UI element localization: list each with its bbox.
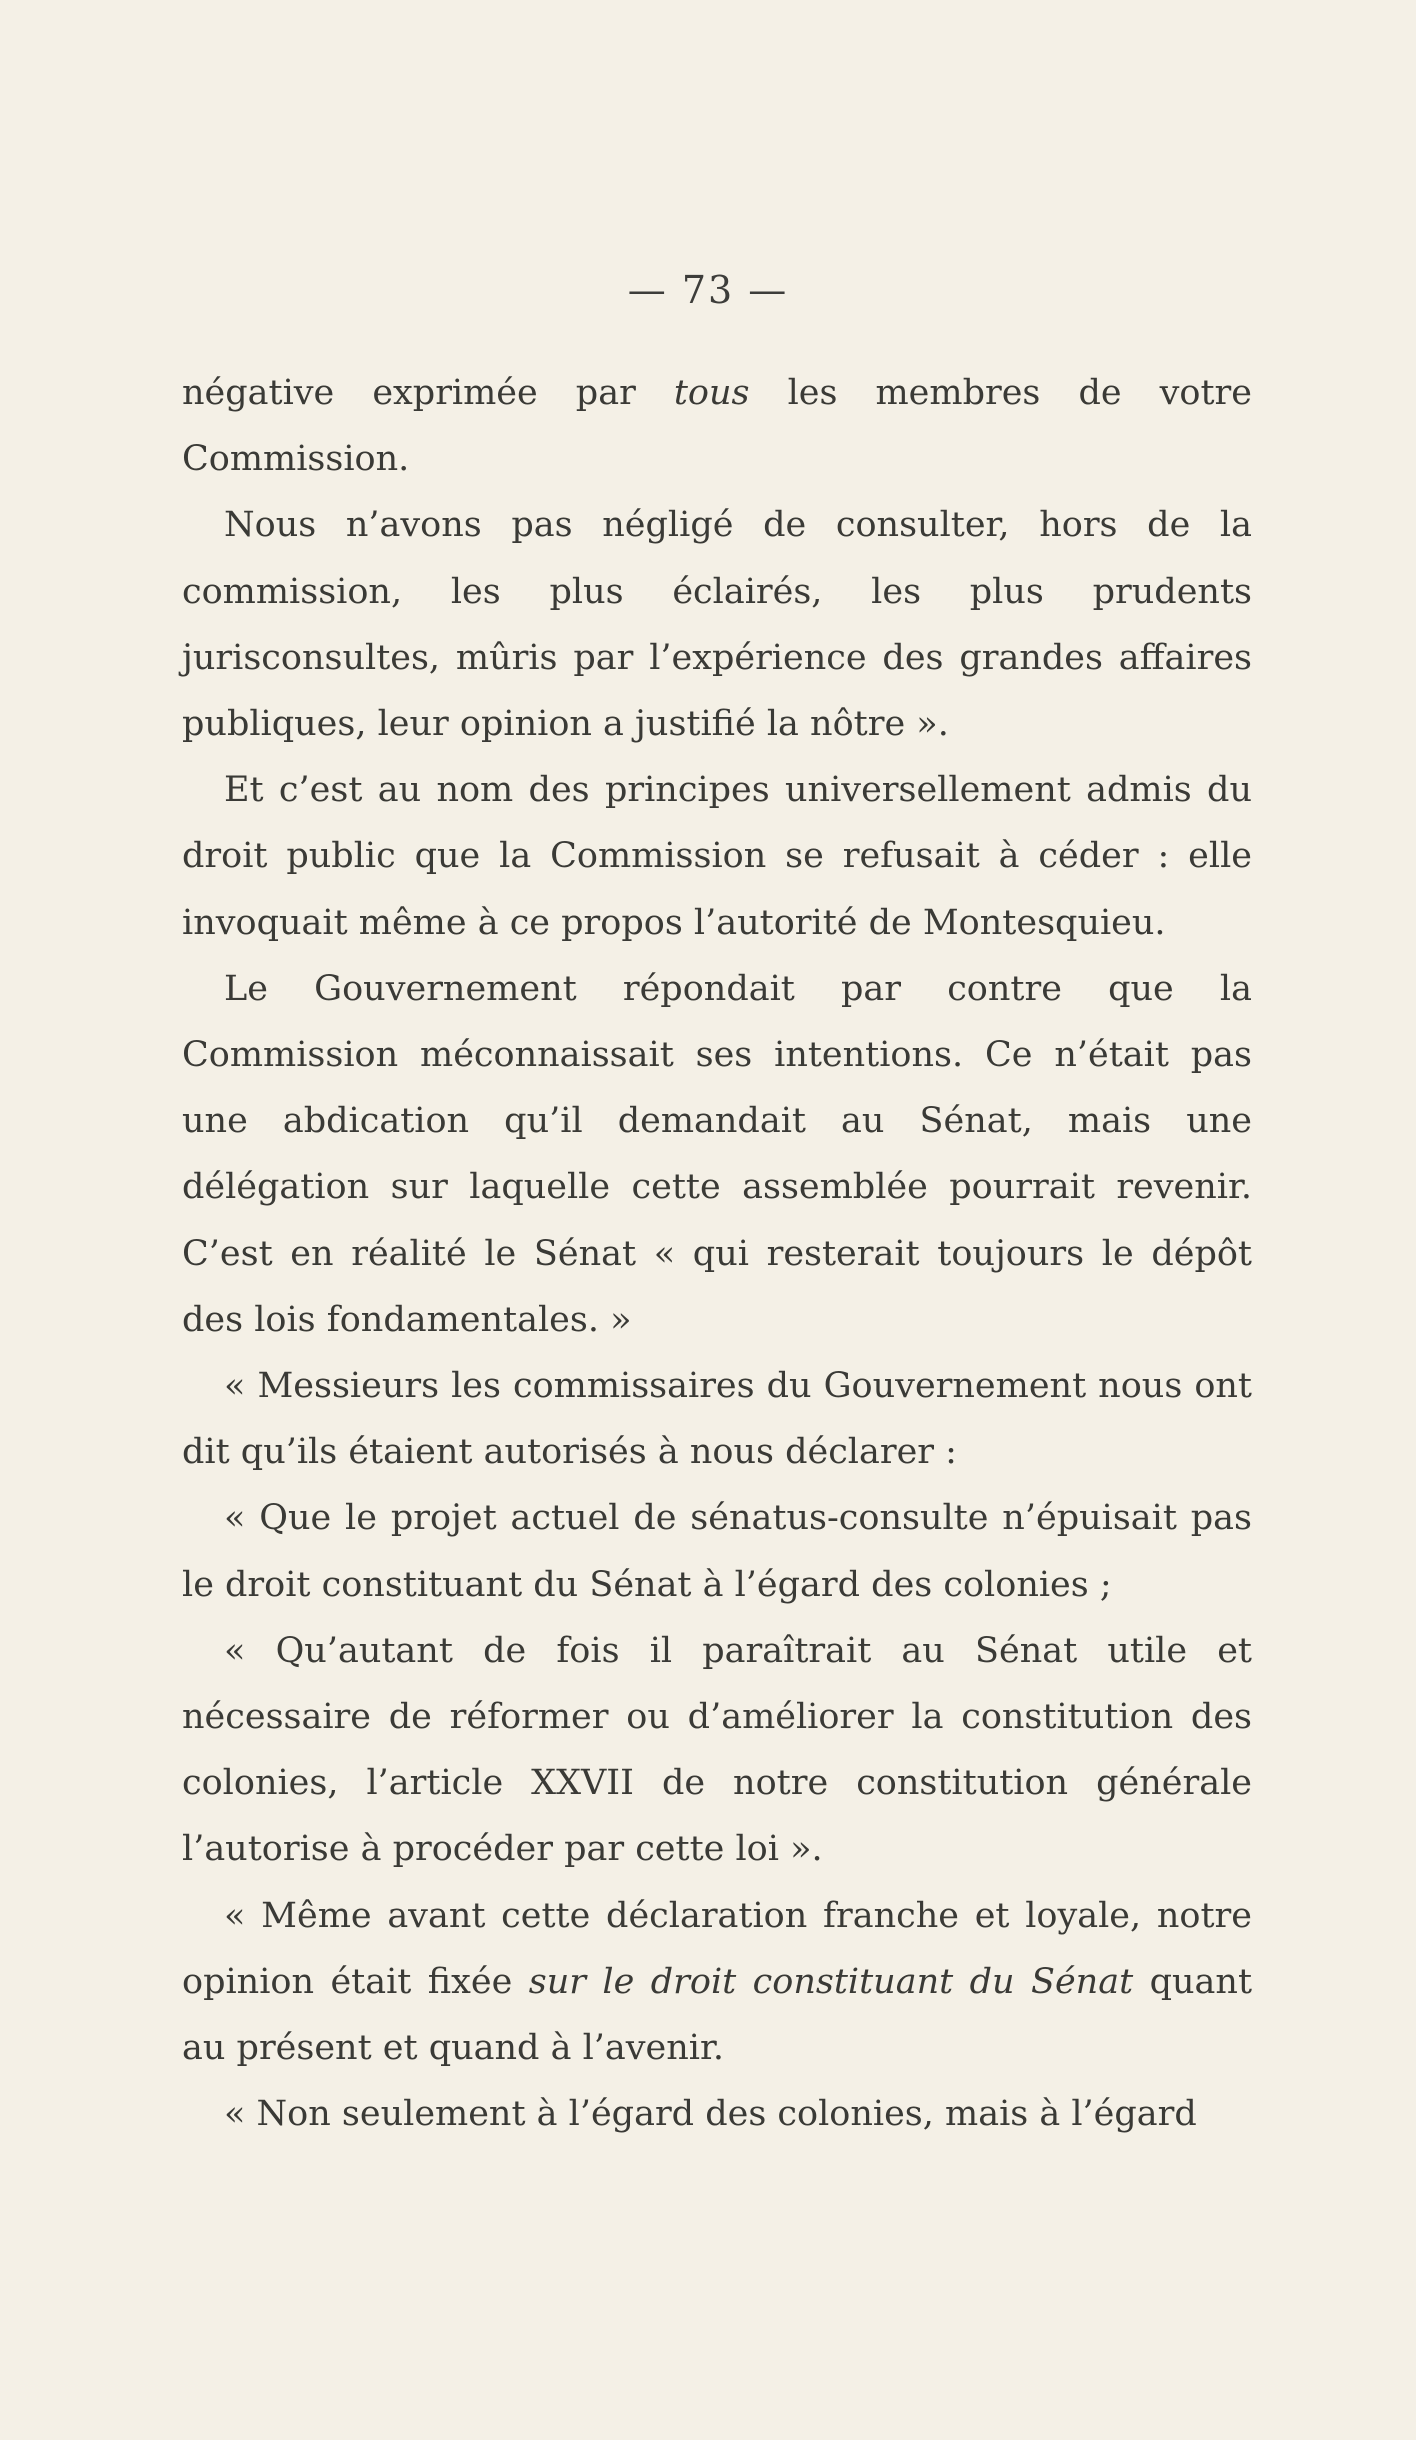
paragraph-7 bbox=[182, 1618, 1252, 1883]
text-segment: « Que le projet actuel de sénatus-consulte n’épuisait pas le droit constituant du Sénat à l’égard des colonies ; bbox=[182, 1498, 1252, 1605]
text-segment: Et c’est au nom des principes universellement admis du droit public que la Commission se refusait à céder : elle invoquait même à ce propos l’autorité de Montesquieu. bbox=[182, 770, 1252, 943]
italic-segment: sur le droit constituant du Sénat bbox=[528, 1961, 1134, 2002]
paragraph-6 bbox=[182, 1485, 1252, 1617]
text-segment: « Messieurs les commissaires du Gouvernement nous ont dit qu’ils étaient autorisés à nous déclarer : bbox=[182, 1366, 1252, 1473]
paragraph-8 bbox=[182, 1883, 1252, 2082]
text-segment: Nous n’avons pas négligé de consulter, hors de la commission, les plus éclairés, les plus prudents jurisconsultes, mûris par l’expérience des grandes affaires publiques, leur opinion a justifié la nôtre ». bbox=[182, 505, 1252, 745]
paragraph-9 bbox=[182, 2081, 1252, 2147]
body-text bbox=[182, 360, 1252, 2147]
paragraph-1 bbox=[182, 360, 1252, 492]
italic-segment: tous bbox=[673, 373, 750, 413]
text-segment: quant au présent et quand à l’avenir. bbox=[182, 1961, 1253, 2069]
paragraph-4 bbox=[182, 956, 1252, 1353]
text-segment: « Non seulement à l’égard des colonies, mais à l’égard bbox=[224, 2094, 1197, 2135]
text-segment: « Même avant cette déclaration franche et loyale, notre opinion était fixée bbox=[182, 1895, 1252, 2002]
text-segment: les membres de votre Commission. bbox=[182, 373, 1252, 480]
paragraph-5 bbox=[182, 1353, 1252, 1485]
text-segment: « Qu’autant de fois il paraîtrait au Sénat utile et nécessaire de réformer ou d’améliorer la constitution des colonies, l’article XXVII de notre constitution générale l’autorise à procéder par cette loi ». bbox=[182, 1630, 1252, 1870]
page-number: — 73 — bbox=[627, 268, 789, 312]
text-segment: négative exprimée par bbox=[182, 373, 674, 413]
paragraph-3 bbox=[182, 757, 1252, 956]
text-segment: Le Gouvernement répondait par contre que la Commission méconnaissait ses intentions. Ce n’était pas une abdication qu’il demandait au Sénat, mais une délégation sur laquelle cette assemblée pourrait revenir. C’est en réalité le Sénat « qui resterait toujours le dépôt des lois fondamentales. » bbox=[182, 968, 1252, 1340]
paragraph-2 bbox=[182, 492, 1252, 757]
